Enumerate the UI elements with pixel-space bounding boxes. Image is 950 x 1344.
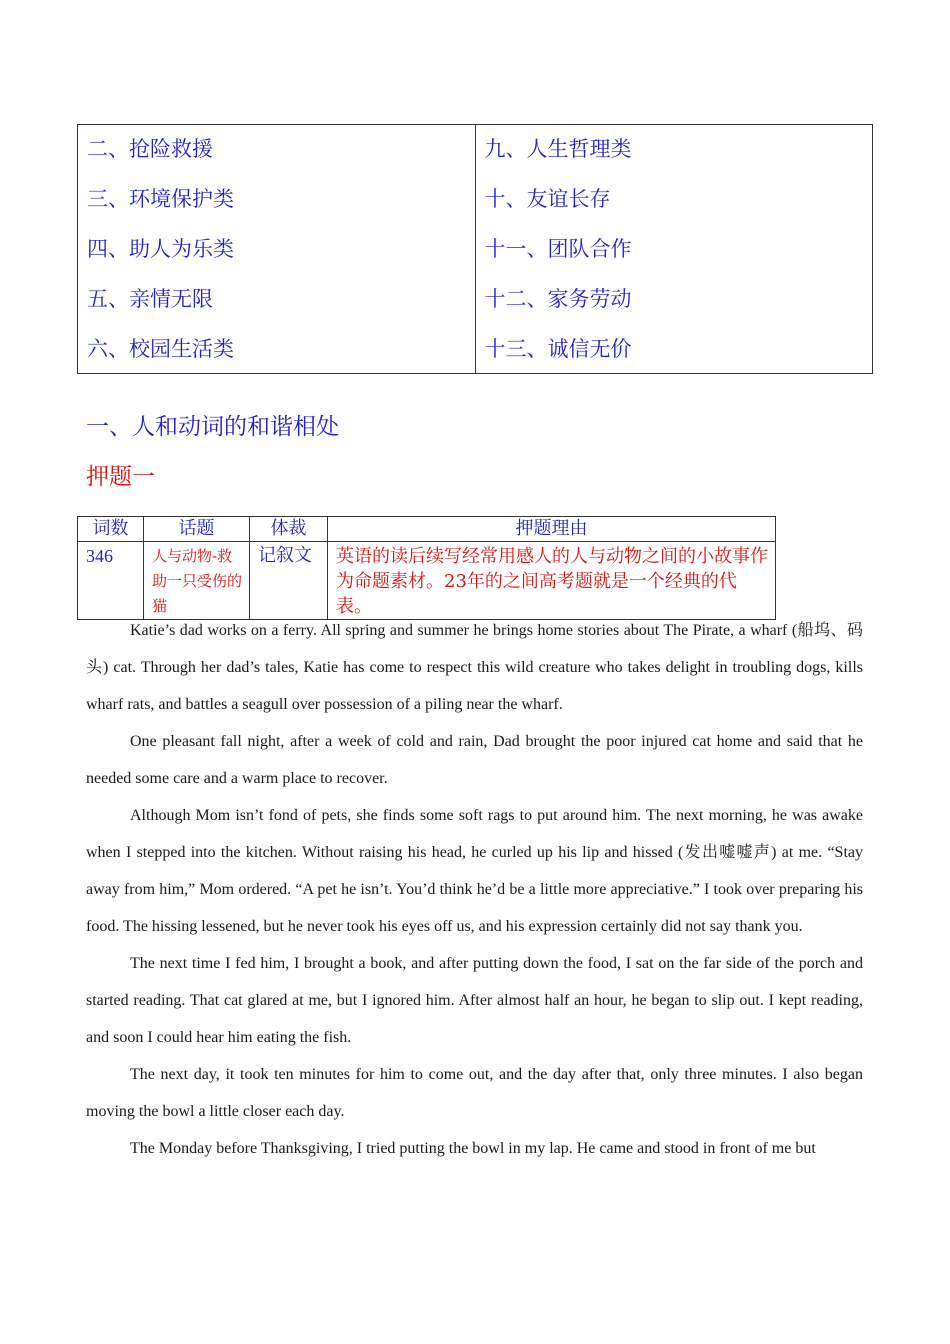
prediction-title: 押题一 bbox=[86, 464, 155, 490]
category-column-right bbox=[475, 125, 873, 373]
prediction-info-table bbox=[77, 516, 776, 620]
table-row bbox=[78, 542, 776, 620]
table-header-row bbox=[78, 517, 776, 542]
passage-paragraph: The Monday before Thanksgiving, I tried putting the bowl in my lap. He came and stood in front of me but bbox=[130, 1140, 816, 1157]
header-reason: 押题理由 bbox=[328, 517, 776, 542]
category-item: 十、友谊长存 bbox=[484, 187, 611, 211]
cell-reason: 英语的读后续写经常用感人的人与动物之间的小故事作为命题素材。23年的之间高考题就是一个经典的代表。 bbox=[328, 542, 776, 620]
passage-paragraph: The next day, it took ten minutes for him to come out, and the day after that, only three minutes. I also began moving the bowl a little closer each day. bbox=[86, 1066, 863, 1120]
category-item: 十二、家务劳动 bbox=[484, 287, 632, 311]
cell-topic: 人与动物-救助一只受伤的猫 bbox=[144, 542, 250, 620]
cell-word-count: 346 bbox=[78, 542, 144, 620]
passage-paragraph: Although Mom isn’t fond of pets, she finds some soft rags to put around him. The next morning, he was awake when I stepped into the kitchen. Without raising his head, he curled up his lip and hissed (发出嘘嘘声) at me. “Stay away from him,” Mom ordered. “A pet he isn’t. You’d think he’d be a little more appreciative.” I took over preparing his food. The hissing lessened, but he never took his eyes off us, and his expression certainly did not say thank you. bbox=[86, 807, 863, 935]
category-item: 四、助人为乐类 bbox=[87, 237, 234, 261]
header-word-count: 词数 bbox=[78, 517, 144, 542]
passage-paragraph: One pleasant fall night, after a week of cold and rain, Dad brought the poor injured cat home and said that he needed some care and a warm place to recover. bbox=[86, 733, 863, 787]
header-genre: 体裁 bbox=[250, 517, 328, 542]
category-item: 九、人生哲理类 bbox=[484, 137, 632, 161]
section-title: 一、人和动词的和谐相处 bbox=[86, 414, 339, 440]
passage-paragraph: Katie’s dad works on a ferry. All spring and summer he brings home stories about The Pirate, a wharf (船坞、码头) cat. Through her dad’s tales, Katie has come to respect this wild creature who takes delight in troubling dogs, kills wharf rats, and battles a seagull over possession of a piling near the wharf. bbox=[86, 622, 863, 713]
category-item: 二、抢险救援 bbox=[87, 137, 213, 161]
category-list bbox=[77, 124, 873, 374]
reading-passage bbox=[86, 612, 863, 1167]
category-item: 十三、诚信无价 bbox=[484, 337, 632, 361]
category-item: 六、校园生活类 bbox=[87, 337, 234, 361]
category-item: 三、环境保护类 bbox=[87, 187, 234, 211]
category-item: 十一、团队合作 bbox=[484, 237, 632, 261]
passage-paragraph: The next time I fed him, I brought a book, and after putting down the food, I sat on the far side of the porch and started reading. That cat glared at me, but I ignored him. After almost half an hour, he began to slip out. I kept reading, and soon I could hear him eating the fish. bbox=[86, 955, 863, 1046]
header-topic: 话题 bbox=[144, 517, 250, 542]
category-item: 五、亲情无限 bbox=[87, 287, 213, 311]
cell-genre: 记叙文 bbox=[250, 542, 328, 620]
category-column-left bbox=[78, 125, 475, 373]
